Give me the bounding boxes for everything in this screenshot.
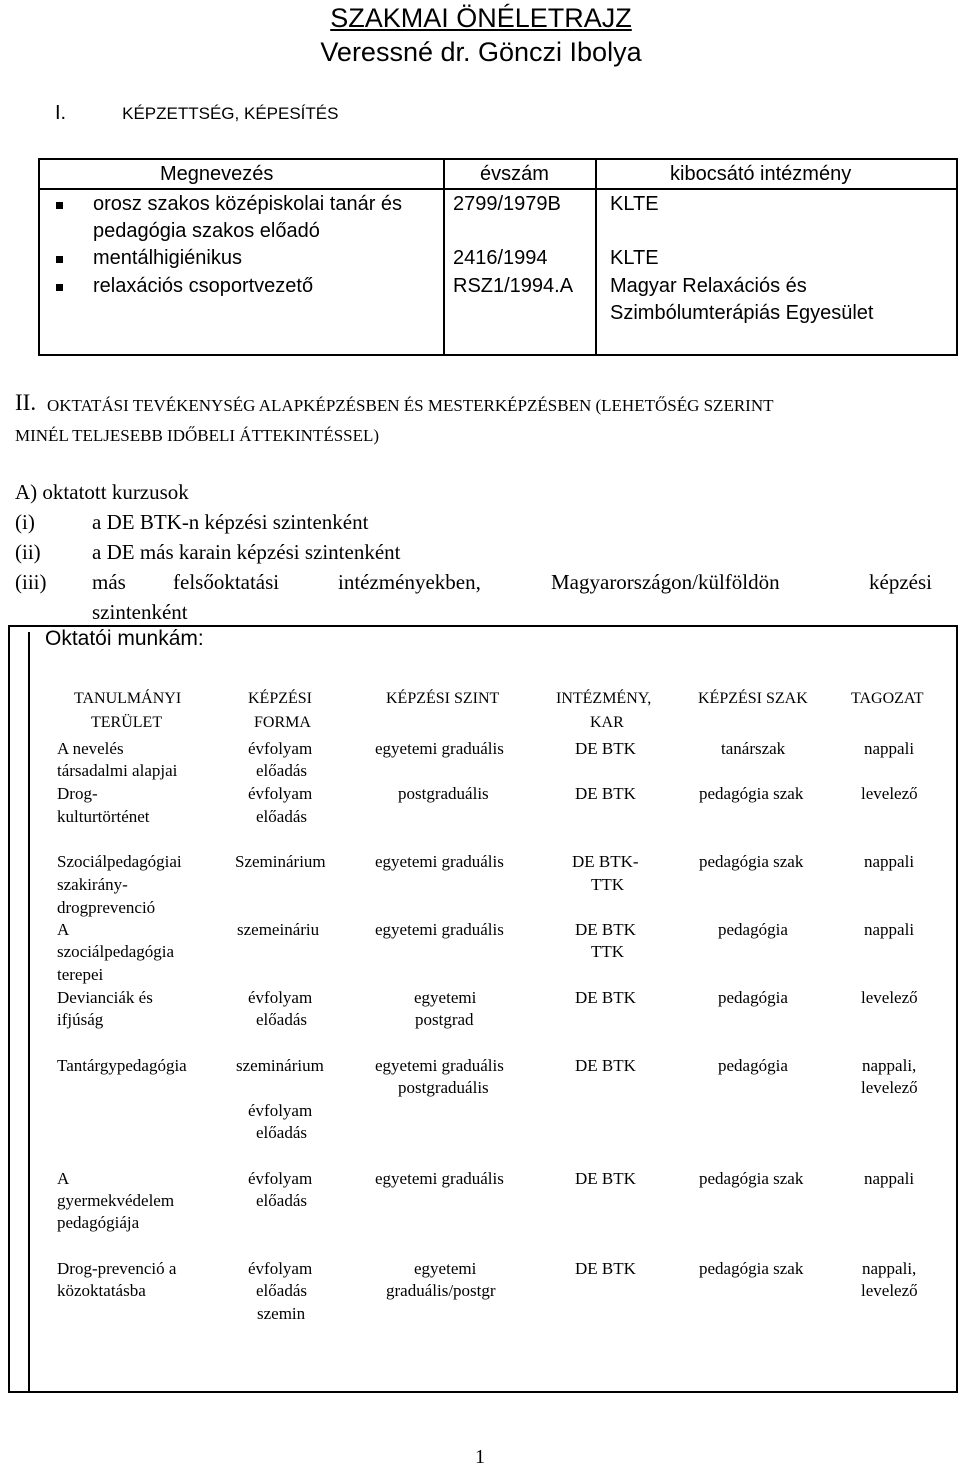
cell-form: előadás [256,1010,307,1029]
cell-form: évfolyam [248,739,313,758]
list-text: szintenként [92,600,188,624]
header-megnevezes: Megnevezés [160,163,274,185]
teaching-work-label: Oktatói munkám: [45,627,204,650]
cell-level: postgraduális [398,784,489,803]
cell-subject: pedagógiája [57,1213,140,1232]
cell-form: Szeminárium [235,852,326,871]
list-text: a DE BTK-n képzési szintenként [92,510,369,534]
cell-level: egyetemi graduális [375,739,504,758]
cell-form: szemin [257,1304,306,1323]
section-1-title: KÉPZETTSÉG, KÉPESÍTÉS [122,104,339,123]
header-tanulmanyi-terulet-2: TERÜLET [91,714,163,731]
qualification-institution: Magyar Relaxációs és [610,275,807,297]
cell-mode: nappali [864,1169,915,1188]
cell-mode: levelező [861,784,918,803]
section-1-heading [55,102,338,125]
header-kibocsato: kibocsátó intézmény [670,163,852,185]
cell-institution: DE BTK [575,988,636,1007]
cell-mode: nappali [864,852,915,871]
cell-institution: DE BTK [575,784,636,803]
qualification-name: orosz szakos középiskolai tanár és [93,193,403,215]
cell-mode: levelező [861,988,918,1007]
list-text: a DE más karain képzési szintenként [92,540,401,564]
cell-form: évfolyam [248,1259,313,1278]
cell-major: pedagógia szak [699,1259,804,1278]
cell-level: postgrad [415,1010,474,1029]
qualification-institution: KLTE [610,193,659,215]
bullet-icon [56,284,63,291]
cell-form: évfolyam [248,1101,313,1120]
cell-mode: levelező [861,1281,918,1300]
header-kepzesi-forma: KÉPZÉSI [248,690,312,707]
cell-subject: ifjúság [57,1010,104,1029]
courses-intro: A) oktatott kurzusok [15,480,189,504]
list-text-word: intézményekben, [338,570,481,594]
qualification-institution: Szimbólumterápiás Egyesület [610,302,874,324]
qualification-institution: KLTE [610,247,659,269]
cell-subject: drogprevenció [57,898,156,917]
section-2-title-line1: OKTATÁSI TEVÉKENYSÉG ALAPKÉPZÉSBEN ÉS MESTERKÉPZÉSBEN (LEHETŐSÉG SZERINT [47,396,774,415]
cell-level: graduális/postgr [386,1281,496,1300]
section-2-number: II. [15,390,37,415]
header-tagozat: TAGOZAT [851,690,924,707]
cell-form: előadás [256,807,307,826]
cell-subject: Devianciák és [57,988,153,1007]
section-1-number: I. [55,102,67,124]
qualification-name: relaxációs csoportvezető [93,275,314,297]
cell-form: előadás [256,761,307,780]
cell-institution: TTK [591,875,625,894]
list-number: (i) [15,510,35,534]
qualification-year: 2799/1979B [453,193,561,215]
cell-level: egyetemi [414,1259,477,1278]
cell-mode: nappali [864,739,915,758]
cell-subject: A nevelés [57,739,124,758]
cell-subject: gyermekvédelem [57,1191,175,1210]
frame-inner-border [28,632,30,1393]
cell-major: pedagógia [718,1056,788,1075]
header-intezmeny-kar-2: KAR [590,714,624,731]
qualification-name: pedagógia szakos előadó [93,220,320,242]
cell-form: évfolyam [248,1169,313,1188]
cell-major: pedagógia szak [699,784,804,803]
list-text-word: képzési [869,570,932,594]
cell-subject: kulturtörténet [57,807,150,826]
cell-subject: terepei [57,965,104,984]
cell-form: előadás [256,1281,307,1300]
list-number: (iii) [15,570,47,594]
document-title: SZAKMAI ÖNÉLETRAJZ [330,3,632,33]
cell-subject: társadalmi alapjai [57,761,178,780]
header-tanulmanyi-terulet: TANULMÁNYI [74,690,182,707]
header-kepzesi-forma-2: FORMA [254,714,311,731]
cell-subject: szociálpedagógia [57,942,175,961]
frame-right-border [956,625,958,1393]
cell-institution: DE BTK [575,1056,636,1075]
cell-subject: A [57,920,70,939]
bullet-icon [56,202,63,209]
cell-mode: nappali [864,920,915,939]
section-2-title-line2: MINÉL TELJESEBB IDŐBELI ÁTTEKINTÉSSEL) [15,426,380,445]
cell-major: pedagógia szak [699,852,804,871]
cell-level: egyetemi graduális [375,1056,504,1075]
cell-level: egyetemi graduális [375,920,504,939]
cell-subject: közoktatásba [57,1281,146,1300]
header-kepzesi-szak: KÉPZÉSI SZAK [698,690,808,707]
list-text-word: más [92,570,126,594]
header-intezmeny-kar: INTÉZMÉNY, [556,690,652,707]
cell-level: egyetemi graduális [375,852,504,871]
header-divider [40,188,956,190]
page-number: 1 [475,1446,485,1468]
cell-form: előadás [256,1123,307,1142]
cell-subject: Drog- [57,784,98,803]
author-name: Veressné dr. Gönczi Ibolya [320,37,642,67]
cell-institution: DE BTK [575,920,636,939]
cell-form: szemeináriu [237,920,320,939]
cell-subject: Drog-prevenció a [57,1259,177,1278]
qualification-name: mentálhigiénikus [93,247,242,269]
cell-institution: DE BTK- [572,852,639,871]
cell-form: évfolyam [248,784,313,803]
qualifications-table [38,158,958,356]
cell-institution: DE BTK [575,1169,636,1188]
frame-left-border [8,625,10,1393]
cell-institution: DE BTK [575,1259,636,1278]
cell-level: egyetemi graduális [375,1169,504,1188]
cell-subject: Tantárgypedagógia [57,1056,187,1075]
header-kepzesi-szint: KÉPZÉSI SZINT [386,690,500,707]
list-text-word: Magyarországon/külföldön [551,570,780,594]
cell-level: postgraduális [398,1078,489,1097]
cell-level: egyetemi [414,988,477,1007]
cell-major: tanárszak [721,739,786,758]
cell-form: előadás [256,1191,307,1210]
bullet-icon [56,256,63,263]
cell-form: szeminárium [236,1056,324,1075]
cell-subject: A [57,1169,70,1188]
cell-mode: levelező [861,1078,918,1097]
cell-mode: nappali, [862,1056,917,1075]
cell-subject: Szociálpedagógiai [57,852,182,871]
cell-major: pedagógia [718,920,788,939]
frame-bottom-border [8,1391,958,1393]
list-text-word: felsőoktatási [173,570,280,594]
cell-mode: nappali, [862,1259,917,1278]
cell-major: pedagógia szak [699,1169,804,1188]
cell-institution: TTK [591,942,625,961]
qualification-year: RSZ1/1994.A [453,275,574,297]
cell-institution: DE BTK [575,739,636,758]
cell-major: pedagógia [718,988,788,1007]
cell-subject: szakirány- [57,875,128,894]
cell-form: évfolyam [248,988,313,1007]
list-number: (ii) [15,540,41,564]
header-evszam: évszám [480,163,549,185]
qualification-year: 2416/1994 [453,247,548,269]
